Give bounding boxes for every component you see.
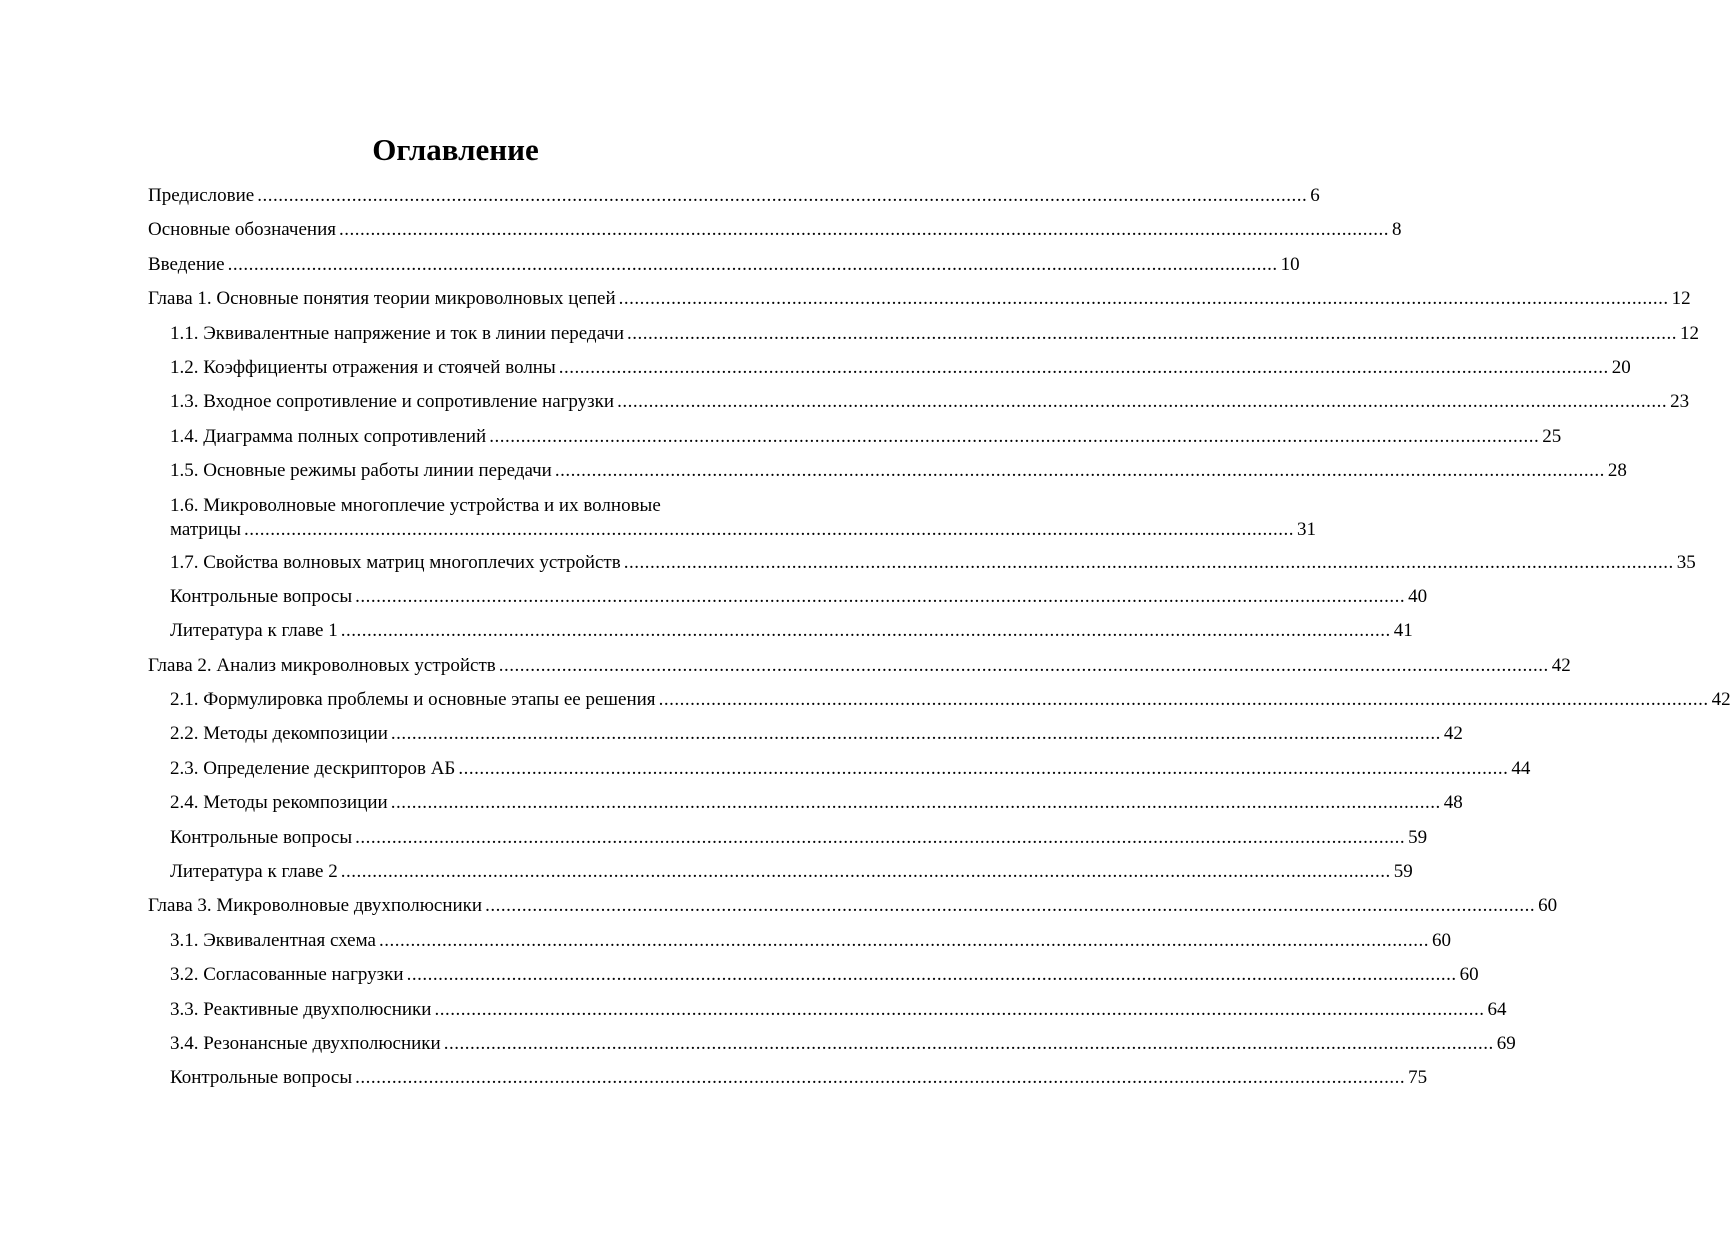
dot-leader: ........................................................................................................................................................................................................ — [617, 391, 1668, 413]
toc-entry-label: 2.3. Определение дескрипторов АБ — [170, 757, 456, 779]
toc-entry-page: 12 — [1680, 322, 1699, 344]
toc-entry-page: 42 — [1711, 689, 1731, 711]
toc-entry-label: Основные обозначения — [148, 219, 336, 241]
dot-leader: ........................................................................................................................................................................................................ — [227, 253, 1278, 275]
toc-entry-page: 59 — [1393, 861, 1413, 883]
dot-leader: ........................................................................................................................................................................................................ — [355, 1067, 1406, 1089]
toc-entry-label: 1.5. Основные режимы работы линии передачи — [170, 460, 552, 482]
toc-entry-label-continued: матрицы — [170, 518, 241, 540]
toc-entry-page: 35 — [1676, 551, 1696, 573]
toc-entry-label: 1.6. Микроволновые многоплечие устройства и их волновые — [170, 494, 661, 516]
toc-entry-page: 25 — [1542, 425, 1562, 447]
toc-entry-references-1[interactable] — [148, 619, 1413, 653]
toc-entry-label: 2.4. Методы рекомпозиции — [170, 792, 388, 814]
toc-entry-label: 1.7. Свойства волновых матриц многоплечих устройств — [170, 551, 621, 573]
toc-entry-page: 48 — [1443, 792, 1463, 814]
toc-entry-page: 20 — [1611, 356, 1631, 378]
toc-entry-chapter-2[interactable] — [148, 654, 1571, 688]
toc-entry-page: 6 — [1310, 185, 1320, 206]
toc-entry-page: 40 — [1408, 585, 1428, 607]
toc-entry-label: Литература к главе 1 — [170, 620, 338, 642]
dot-leader: ........................................................................................................................................................................................................ — [558, 356, 1609, 378]
toc-entry-section-2-2[interactable] — [148, 722, 1463, 756]
dot-leader: ........................................................................................................................................................................................................ — [257, 185, 1308, 206]
toc-entry-page: 23 — [1670, 391, 1690, 413]
toc-entry-label: 1.2. Коэффициенты отражения и стоячей волны — [170, 356, 556, 378]
toc-entry-section-1-5[interactable] — [148, 459, 1627, 493]
toc-entry-page: 41 — [1393, 620, 1413, 642]
toc-entry-page: 44 — [1511, 757, 1531, 779]
toc-entry-label: Контрольные вопросы — [170, 1067, 353, 1089]
toc-entry-section-1-2[interactable] — [148, 356, 1631, 390]
toc-entry-label: Контрольные вопросы — [170, 585, 353, 607]
toc-entry-label: Контрольные вопросы — [170, 826, 353, 848]
toc-entry-label: 1.3. Входное сопротивление и сопротивление нагрузки — [170, 391, 615, 413]
toc-entry-section-1-7[interactable] — [148, 551, 1696, 585]
dot-leader: ........................................................................................................................................................................................................ — [243, 518, 1294, 540]
toc-entry-label: Глава 2. Анализ микроволновых устройств — [148, 654, 496, 676]
toc-entry-section-1-1[interactable] — [148, 322, 1699, 356]
toc-entry-page: 60 — [1538, 895, 1558, 917]
toc-entry-chapter-1[interactable] — [148, 287, 1691, 321]
dot-leader: ........................................................................................................................................................................................................ — [434, 998, 1485, 1020]
toc-entry-label: 3.4. Резонансные двухполюсники — [170, 1032, 441, 1054]
toc-entry-page: 10 — [1280, 253, 1300, 275]
toc-entry-section-3-4[interactable] — [148, 1032, 1516, 1066]
toc-entry-section-2-1[interactable] — [148, 688, 1731, 722]
dot-leader: ........................................................................................................................................................................................................ — [658, 689, 1709, 711]
toc-entry-questions-1[interactable] — [148, 585, 1428, 619]
toc-entry-references-2[interactable] — [148, 860, 1413, 894]
dot-leader: ........................................................................................................................................................................................................ — [390, 723, 1441, 745]
toc-entry-label: 1.1. Эквивалентные напряжение и ток в линии передачи — [170, 322, 624, 344]
dot-leader: ........................................................................................................................................................................................................ — [355, 585, 1406, 607]
toc-entry-label: 3.2. Согласованные нагрузки — [170, 964, 404, 986]
dot-leader: ........................................................................................................................................................................................................ — [355, 826, 1406, 848]
dot-leader: ........................................................................................................................................................................................................ — [489, 425, 1540, 447]
dot-leader: ........................................................................................................................................................................................................ — [406, 964, 1457, 986]
toc-entry-label: Предисловие — [148, 185, 255, 206]
toc-entry-notation[interactable] — [148, 218, 1402, 252]
toc-entry-label: Литература к главе 2 — [170, 861, 338, 883]
dot-leader: ........................................................................................................................................................................................................ — [340, 620, 1391, 642]
dot-leader: ........................................................................................................................................................................................................ — [443, 1032, 1494, 1054]
toc-entry-page: 64 — [1487, 998, 1507, 1020]
toc-entry-page: 69 — [1496, 1032, 1516, 1054]
toc-entry-page: 60 — [1459, 964, 1479, 986]
toc-entry-label: 2.2. Методы декомпозиции — [170, 723, 388, 745]
page-title: Оглавление — [372, 132, 539, 167]
toc-entry-section-3-2[interactable] — [148, 963, 1479, 997]
toc-entry-section-3-3[interactable] — [148, 998, 1507, 1032]
toc-entry-section-2-3[interactable] — [148, 757, 1531, 791]
toc-entry-chapter-3[interactable] — [148, 894, 1558, 928]
dot-leader: ........................................................................................................................................................................................................ — [623, 551, 1674, 573]
toc-entry-preface[interactable] — [148, 184, 1320, 218]
dot-leader: ........................................................................................................................................................................................................ — [390, 792, 1441, 814]
toc-entry-page: 60 — [1431, 929, 1451, 951]
table-of-contents — [148, 184, 1731, 1101]
toc-entry-label: 2.1. Формулировка проблемы и основные этапы ее решения — [170, 689, 656, 711]
dot-leader: ........................................................................................................................................................................................................ — [339, 219, 1389, 241]
toc-entry-page: 12 — [1671, 288, 1691, 310]
dot-leader: ........................................................................................................................................................................................................ — [554, 460, 1605, 482]
dot-leader: ........................................................................................................................................................................................................ — [458, 757, 1509, 779]
toc-entry-label: 1.4. Диаграмма полных сопротивлений — [170, 425, 487, 447]
dot-leader: ........................................................................................................................................................................................................ — [618, 288, 1669, 310]
toc-entry-page: 75 — [1408, 1067, 1428, 1089]
toc-entry-section-1-3[interactable] — [148, 390, 1690, 424]
toc-entry-label: Введение — [148, 253, 225, 275]
toc-page — [148, 128, 1731, 1101]
toc-entry-introduction[interactable] — [148, 253, 1300, 287]
toc-entry-section-1-6[interactable] — [148, 494, 1316, 551]
toc-entry-label: Глава 1. Основные понятия теории микроволновых цепей — [148, 288, 616, 310]
toc-entry-section-1-4[interactable] — [148, 425, 1562, 459]
toc-entry-label: 3.3. Реактивные двухполюсники — [170, 998, 432, 1020]
toc-entry-page: 28 — [1607, 460, 1627, 482]
dot-leader: ........................................................................................................................................................................................................ — [627, 322, 1677, 344]
dot-leader: ........................................................................................................................................................................................................ — [498, 654, 1549, 676]
toc-entry-questions-3[interactable] — [148, 1066, 1428, 1100]
toc-entry-page: 59 — [1408, 826, 1428, 848]
toc-entry-page: 31 — [1296, 518, 1316, 540]
toc-entry-page: 8 — [1392, 219, 1402, 241]
dot-leader: ........................................................................................................................................................................................................ — [378, 929, 1429, 951]
toc-entry-section-3-1[interactable] — [148, 929, 1451, 963]
toc-entry-label: Глава 3. Микроволновые двухполюсники — [148, 895, 483, 917]
toc-entry-questions-2[interactable] — [148, 826, 1428, 860]
toc-entry-label: 3.1. Эквивалентная схема — [170, 929, 376, 951]
toc-entry-page: 42 — [1551, 654, 1571, 676]
dot-leader: ........................................................................................................................................................................................................ — [340, 861, 1391, 883]
toc-entry-section-2-4[interactable] — [148, 791, 1463, 825]
dot-leader: ........................................................................................................................................................................................................ — [485, 895, 1536, 917]
toc-entry-page: 42 — [1443, 723, 1463, 745]
